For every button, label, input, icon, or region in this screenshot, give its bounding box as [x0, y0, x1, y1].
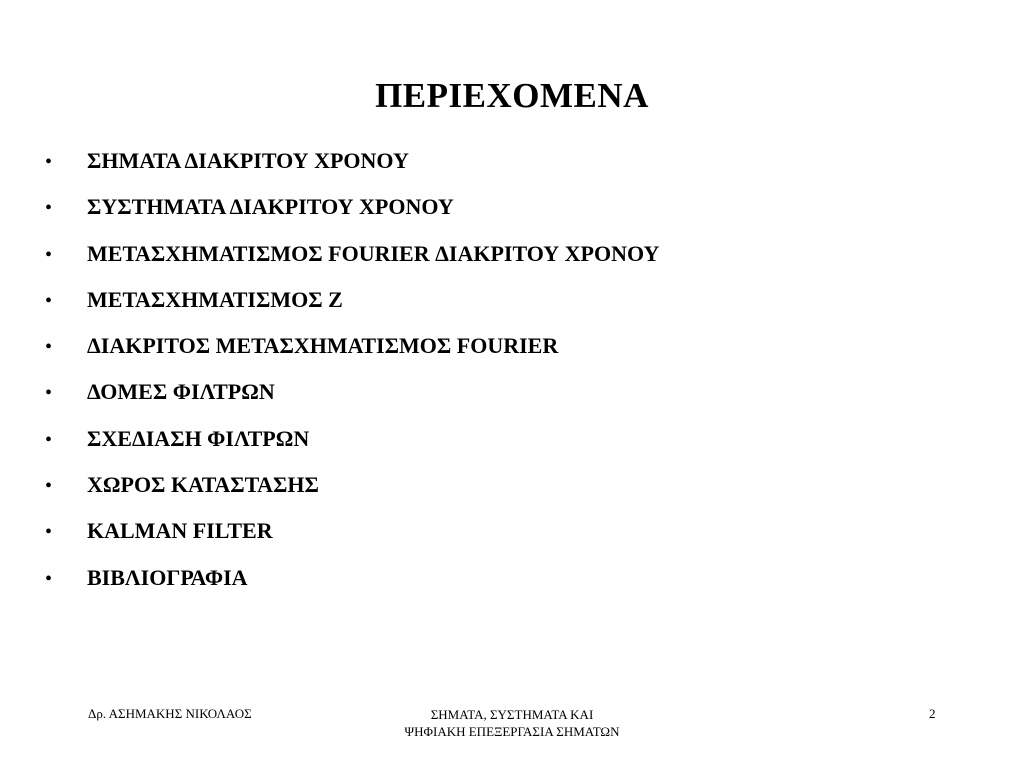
bullet-icon: •: [45, 567, 53, 590]
bullet-icon: •: [45, 197, 53, 220]
footer-course-line-1: ΣΗΜΑΤΑ, ΣΥΣΤΗΜΑΤΑ ΚΑΙ: [430, 707, 594, 722]
list-item-label: ΣΗΜΑΤΑ ΔΙΑΚΡΙΤΟΥ ΧΡΟΝΟΥ: [87, 148, 409, 173]
list-item: [44, 333, 659, 379]
list-item: [44, 194, 659, 240]
footer-author: Δρ. ΑΣΗΜΑΚΗΣ ΝΙΚΟΛΑΟΣ: [88, 706, 252, 721]
list-item-label: ΔΟΜΕΣ ΦΙΛΤΡΩΝ: [87, 379, 275, 405]
bullet-icon: •: [45, 428, 53, 451]
list-item: [44, 426, 659, 472]
list-item: [44, 379, 659, 425]
contents-list: [44, 148, 659, 611]
bullet-icon: •: [45, 289, 53, 312]
list-item: [44, 565, 659, 611]
list-item: [44, 472, 659, 518]
bullet-icon: •: [45, 243, 53, 266]
list-item: [44, 518, 659, 564]
list-item-label: ΜΕΤΑΣΧΗΜΑΤΙΣΜΟΣ Ζ: [87, 286, 343, 312]
page-number: 2: [929, 706, 936, 721]
bullet-icon: •: [45, 521, 53, 544]
list-item: [44, 241, 659, 287]
footer-course-title: [312, 706, 712, 740]
bullet-icon: •: [45, 382, 53, 405]
bullet-icon: •: [45, 336, 53, 359]
list-item-label: ΔΙΑΚΡΙΤΟΣ ΜΕΤΑΣΧΗΜΑΤΙΣΜΟΣ FOURIER: [87, 333, 559, 359]
list-item-label: ΒΙΒΛΙΟΓΡΑΦΙΑ: [87, 564, 248, 590]
bullet-icon: •: [45, 151, 53, 173]
list-item: [44, 287, 659, 333]
footer-course-line-2: ΨΗΦΙΑΚΗ ΕΠΕΞΕΡΓΑΣΙΑ ΣΗΜΑΤΩΝ: [404, 724, 620, 739]
bullet-icon: •: [45, 475, 53, 498]
list-item: [44, 148, 659, 194]
list-item-label: KALMAN FILTER: [87, 518, 273, 544]
list-item-label: ΜΕΤΑΣΧΗΜΑΤΙΣΜΟΣ FOURIER ΔΙΑΚΡΙΤΟΥ ΧΡΟΝΟΥ: [87, 240, 660, 266]
slide-title: ΠΕΡΙΕΧΟΜΕΝΑ: [375, 76, 649, 115]
list-item-label: ΧΩΡΟΣ ΚΑΤΑΣΤΑΣΗΣ: [87, 472, 319, 498]
list-item-label: ΣΥΣΤΗΜΑΤΑ ΔΙΑΚΡΙΤΟΥ ΧΡΟΝΟΥ: [87, 194, 454, 220]
list-item-label: ΣΧΕΔΙΑΣΗ ΦΙΛΤΡΩΝ: [87, 425, 310, 451]
